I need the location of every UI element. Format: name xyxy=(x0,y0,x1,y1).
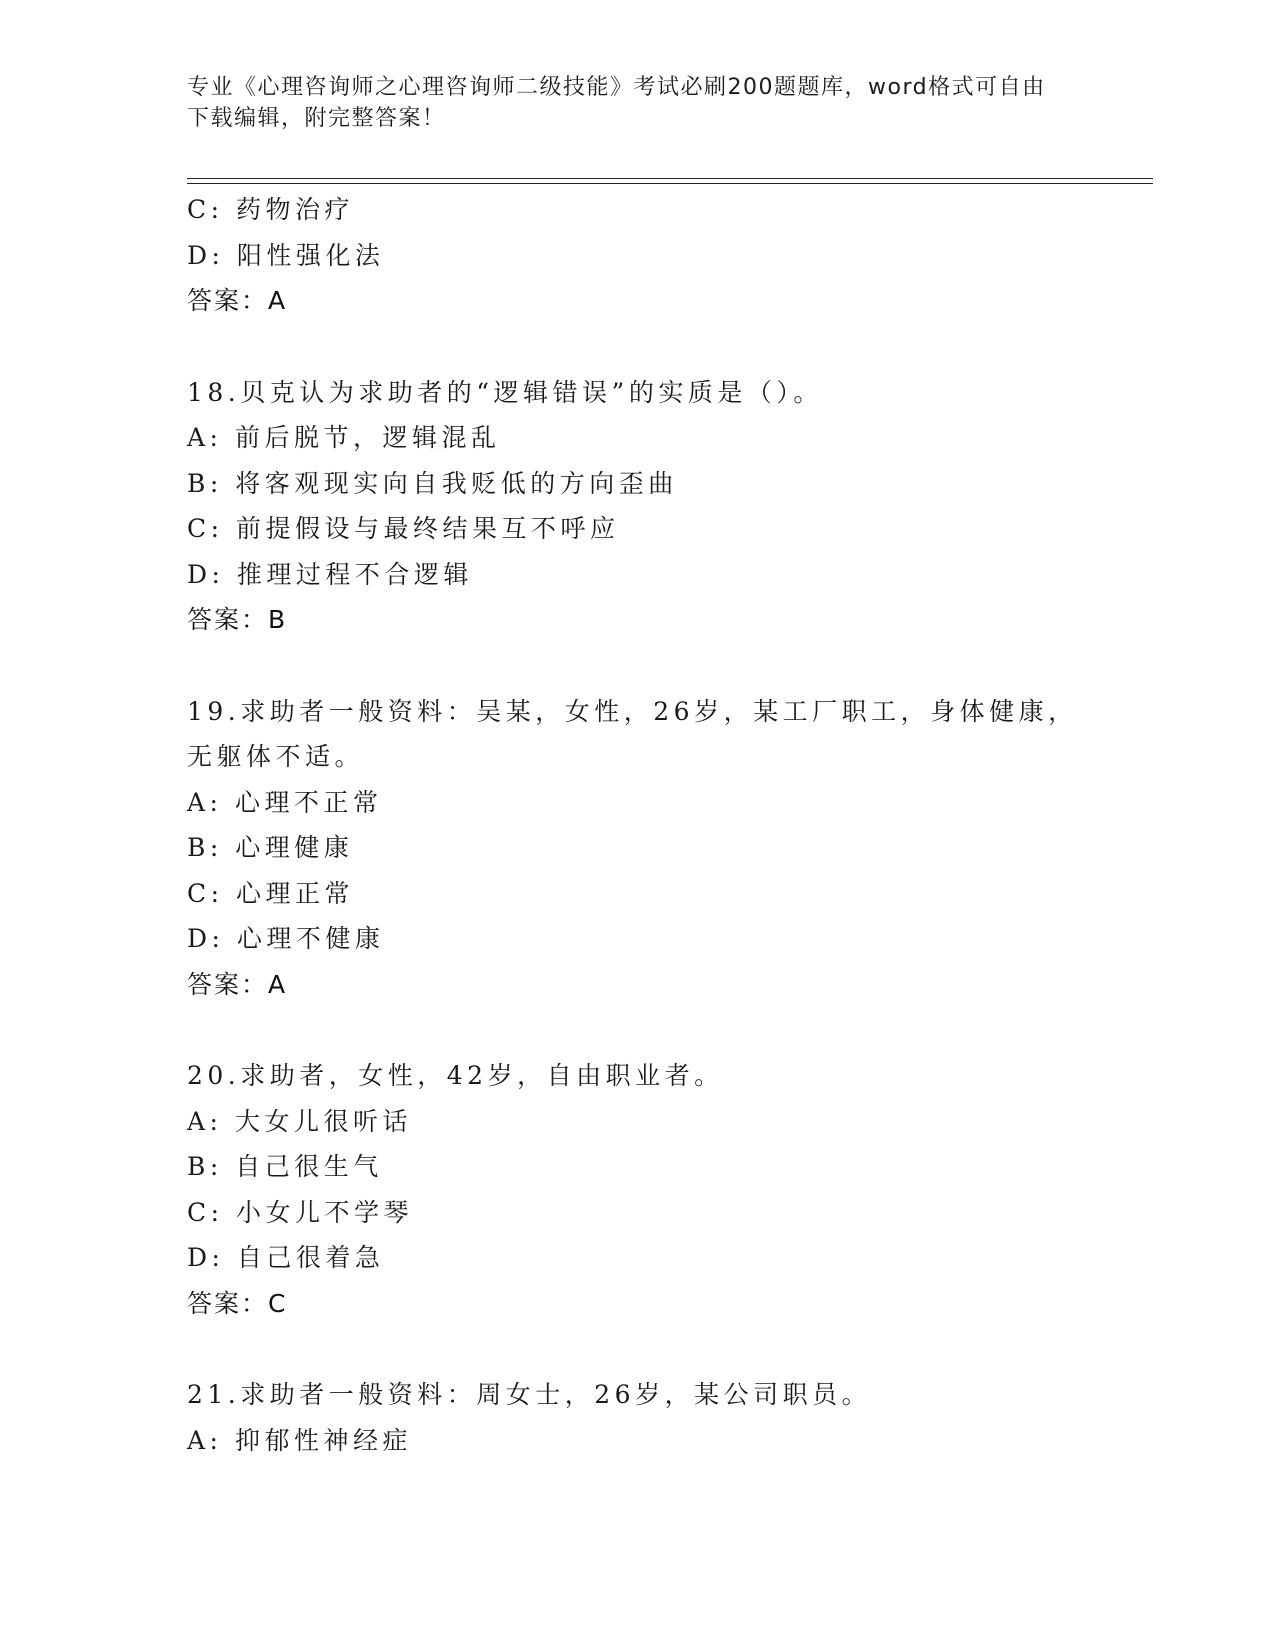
option-text: 前提假设与最终结果互不呼应 xyxy=(236,514,620,543)
option-line xyxy=(187,1099,1087,1145)
option-line xyxy=(187,552,1087,598)
option-line xyxy=(187,1235,1087,1281)
question-stem: 20.求助者，女性，42岁，自由职业者。 xyxy=(187,1061,724,1090)
option-label: B: xyxy=(187,833,223,862)
option-label: B: xyxy=(187,1152,223,1181)
question-list xyxy=(187,187,1087,1463)
option-text: 自己很生气 xyxy=(235,1152,383,1181)
option-line xyxy=(187,187,1087,233)
option-label: D: xyxy=(187,559,225,589)
option-text: 大女儿很听话 xyxy=(234,1106,412,1136)
option-line xyxy=(187,506,1087,552)
option-text: 自己很着急 xyxy=(236,1243,385,1272)
option-label: D: xyxy=(187,924,225,953)
option-line xyxy=(187,1418,1087,1464)
option-label: C: xyxy=(187,195,224,224)
option-line xyxy=(187,871,1087,917)
document-header: 专业《心理咨询师之心理咨询师二级技能》考试必刷200题题库，word格式可自由下载编辑，附完整答案！ xyxy=(187,75,1046,131)
option-text: 药物治疗 xyxy=(236,195,355,224)
option-text: 心理不健康 xyxy=(236,924,385,953)
question-stem: 18.贝克认为求助者的“逻辑错误”的实质是（）。 xyxy=(187,377,823,407)
option-label: C: xyxy=(187,514,224,543)
option-label: A: xyxy=(187,1106,223,1136)
option-text: 阳性强化法 xyxy=(236,240,385,270)
option-label: D: xyxy=(187,1243,225,1272)
option-text: 心理不正常 xyxy=(234,787,383,817)
answer-line: 答案：A xyxy=(187,969,288,999)
option-line xyxy=(187,916,1087,962)
option-label: A: xyxy=(187,787,223,817)
option-text: 小女儿不学琴 xyxy=(236,1197,414,1227)
question-stem: 21.求助者一般资料：周女士，26岁，某公司职员。 xyxy=(187,1380,872,1409)
header-divider-bottom xyxy=(187,183,1153,184)
answer-line: 答案：C xyxy=(187,1288,288,1318)
option-text: 推理过程不合逻辑 xyxy=(236,559,473,589)
question-stem: 19.求助者一般资料：吴某，女性，26岁，某工厂职工，身体健康，无躯体不适。 xyxy=(187,696,1078,771)
option-line xyxy=(187,825,1087,871)
answer-line: 答案：A xyxy=(187,286,288,315)
option-line xyxy=(187,1144,1087,1190)
option-text: 心理正常 xyxy=(236,878,355,908)
option-label: A: xyxy=(187,423,223,452)
header-divider-top xyxy=(187,178,1153,179)
option-text: 将客观现实向自我贬低的方向歪曲 xyxy=(235,468,678,498)
option-text: 心理健康 xyxy=(235,833,354,862)
option-line xyxy=(187,233,1087,279)
option-text: 前后脱节，逻辑混乱 xyxy=(234,423,501,452)
answer-line: 答案：B xyxy=(187,605,288,634)
option-text: 抑郁性神经症 xyxy=(234,1425,412,1455)
option-line xyxy=(187,461,1087,507)
option-label: D: xyxy=(187,240,225,270)
option-line xyxy=(187,1190,1087,1236)
option-label: B: xyxy=(187,468,223,498)
option-label: A: xyxy=(187,1425,223,1455)
option-label: C: xyxy=(187,878,224,908)
option-label: C: xyxy=(187,1197,224,1227)
option-line xyxy=(187,415,1087,461)
option-line xyxy=(187,780,1087,826)
